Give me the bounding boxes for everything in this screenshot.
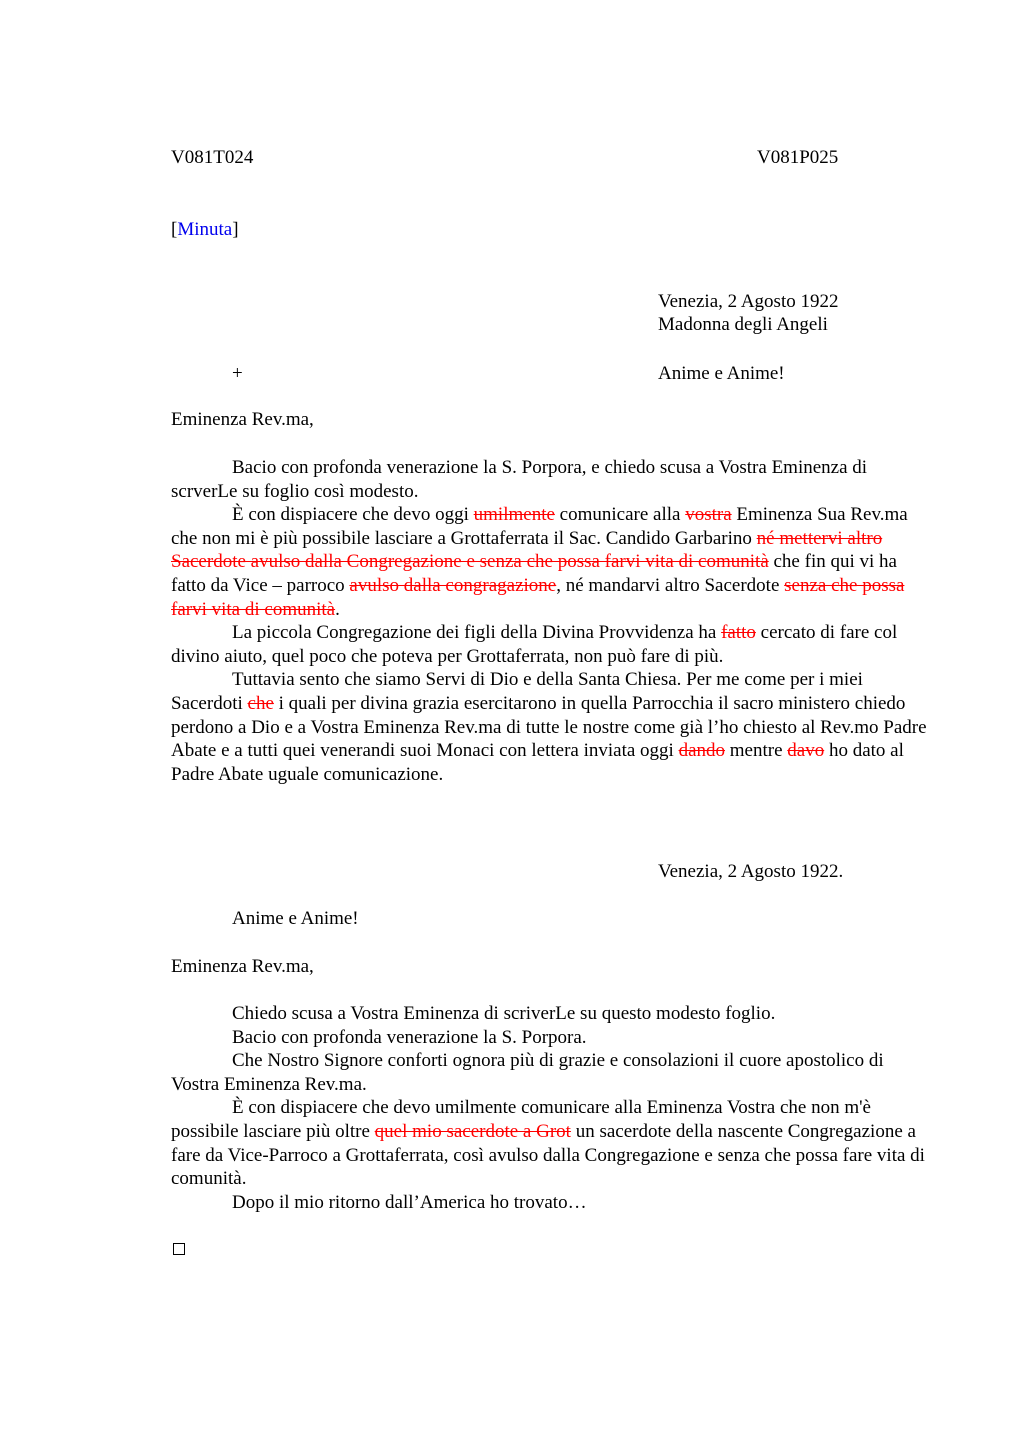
text-run: È con dispiacere che devo umilmente comunicare alla Eminenza Vostra che non m'è possibile lasciare più oltre (171, 1097, 871, 1142)
deleted-text: fatto (721, 622, 756, 644)
text-run: mentre (725, 740, 788, 762)
deleted-text: che (247, 692, 274, 714)
text-run: i quali per divina grazia esercitarono in quella Parrocchia il sacro ministero chiedo perdono a Dio e a Vostra Eminenza Rev.ma di tutte le nostre come già l’ho chiesto al Rev.mo Padre Abate e a tutti quei venerandi suoi Monaci con lettera inviata oggi (171, 692, 927, 762)
deleted-text: né mettervi altro Sacerdote avulso dalla Congregazione e senza che possa farvi vita di comunità (171, 527, 883, 573)
deleted-text: davo (787, 740, 825, 762)
letter2-paragraph-5: Dopo il mio ritorno dall’America ho trovato… (232, 1191, 587, 1213)
letter1-cross: + (232, 363, 243, 384)
letter2-paragraph-4 (171, 1096, 931, 1190)
deleted-text: avulso dalla congragazione (349, 574, 557, 596)
letter1-paragraph-2 (171, 503, 931, 621)
text-run: Eminenza Sua Rev.ma che non mi è più possibile lasciare a Grottaferrata il Sac. Candido Garbarino (171, 504, 908, 549)
text-run: Tuttavia sento che siamo Servi di Dio e della Santa Chiesa. Per me come per i miei Sacerdoti (171, 669, 863, 714)
letter1-motto: Anime e Anime! (658, 363, 785, 384)
letter1-paragraph-1: Bacio con profonda venerazione la S. Porpora, e chiedo scusa a Vostra Eminenza di scrverLe su foglio così modesto. (171, 457, 868, 502)
left-code: V081T024 (171, 147, 254, 168)
minuta-label (171, 218, 239, 242)
text-run: ho dato al Padre Abate uguale comunicazione. (171, 740, 904, 785)
letter2-paragraph-3: Che Nostro Signore conforti ognora più di grazie e consolazioni il cuore apostolico di Vostra Eminenza Rev.ma. (171, 1050, 884, 1095)
text-run: È con dispiacere che devo oggi (232, 504, 474, 526)
letter2-salutation: Eminenza Rev.ma, (171, 956, 314, 977)
letter2-date: Venezia, 2 Agosto 1922. (658, 861, 844, 882)
deleted-text: senza che possa farvi vita di comunità (171, 574, 905, 620)
deleted-text: quel mio sacerdote a Grot (374, 1120, 571, 1142)
letter2-body (171, 1002, 931, 1214)
letter1-feast: Madonna degli Angeli (658, 314, 828, 335)
deleted-text: umilmente (473, 504, 555, 526)
text-run: . (335, 598, 340, 620)
text-run: un sacerdote della nascente Congregazione a fare da Vice-Parroco a Grottaferrata, così avulso dalla Congregazione e senza che possa fare vita di comunità. (171, 1120, 925, 1190)
letter1-body (171, 456, 931, 786)
minuta-open-bracket: [ (171, 219, 178, 240)
right-code: V081P025 (757, 147, 839, 168)
minuta-close-bracket: ] (232, 219, 239, 240)
letter1-date: Venezia, 2 Agosto 1922 (658, 291, 839, 312)
letter2-motto: Anime e Anime! (232, 908, 359, 929)
deleted-text: vostra (685, 504, 732, 526)
letter2-paragraph-2: Bacio con profonda venerazione la S. Porpora. (232, 1026, 587, 1048)
square-icon (173, 1243, 185, 1255)
text-run: comunicare alla (554, 504, 686, 526)
deleted-text: dando (678, 740, 725, 762)
text-run: che fin qui vi ha fatto da Vice – parroco (171, 551, 897, 596)
text-run: , né mandarvi altro Sacerdote (556, 574, 785, 596)
text-run: cercato di fare col divino aiuto, quel poco che poteva per Grottaferrata, non può fare di più. (171, 622, 898, 667)
letter1-paragraph-4 (171, 668, 931, 786)
letter2-paragraph-1: Chiedo scusa a Vostra Eminenza di scriverLe su questo modesto foglio. (232, 1003, 776, 1024)
letter1-paragraph-3 (171, 621, 931, 668)
minuta-link[interactable]: Minuta (177, 219, 233, 240)
text-run: La piccola Congregazione dei figli della Divina Provvidenza ha (232, 622, 722, 644)
letter1-salutation: Eminenza Rev.ma, (171, 409, 314, 430)
